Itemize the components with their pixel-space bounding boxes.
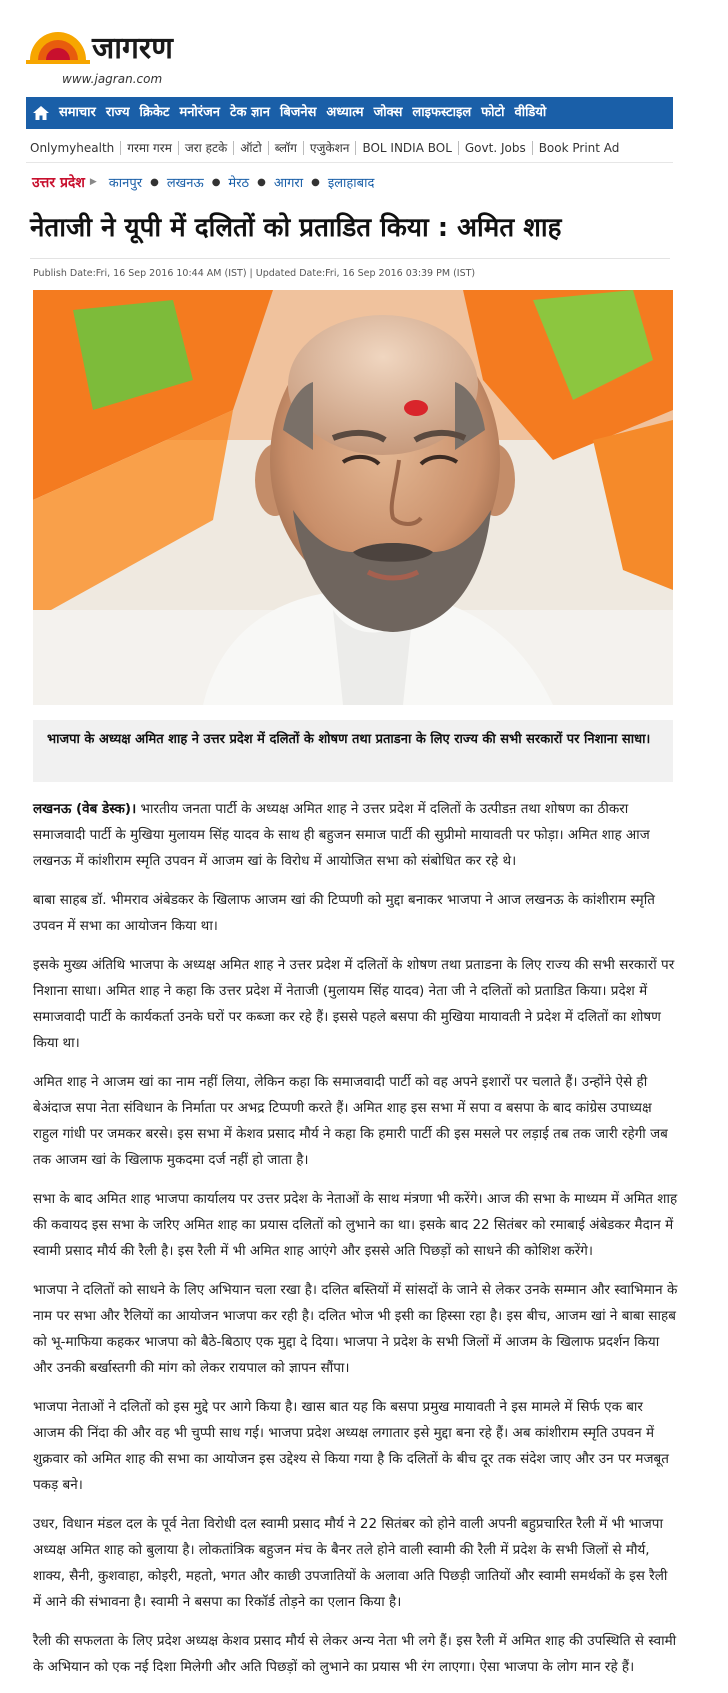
- site-url[interactable]: www.jagran.com: [62, 72, 163, 86]
- nav-item-lifestyle[interactable]: लाइफस्टाइल: [412, 105, 472, 120]
- article-paragraph: रैली की सफलता के लिए प्रदेश अध्यक्ष केशव प्रसाद मौर्य से लेकर अन्य नेता भी लगे हैं। इस रैली में अमित शाह की उपस्थिति से स्वामी के अभियान को एक नई दिशा मिलेगी और अति पिछड़ों को लुभाने का प्रयास भी रंग लाएगा। ऐसा भाजपा के लोग मान रहे हैं।: [33, 1633, 677, 1675]
- article-paragraph: भाजपा नेताओं ने दलितों को इस मुद्दे पर आगे किया है। खास बात यह कि बसपा प्रमुख मायावती ने इस मामले में सिर्फ एक बार आजम की निंदा की और वह भी चुप्पी साध गई। भाजपा प्रदेश अध्यक्ष लगातार इसे मुद्दा बना रहे हैं। अब कांशीराम स्मृति उपवन में शुक्रवार को अमित शाह की सभा का आयोजन इस उद्देश्य से किया गया है कि दलितों के बीच दूर तक संदेश जाए और उन पर मजबूत पकड़ बने।: [33, 1399, 669, 1493]
- lead-dateline: लखनऊ (वेब डेस्क)।: [33, 801, 137, 817]
- article-photo: [33, 290, 673, 705]
- nav-item-rajya[interactable]: राज्य: [105, 105, 130, 120]
- caret-right-icon: ▶: [89, 177, 97, 187]
- photo-caption: भाजपा के अध्यक्ष अमित शाह ने उत्तर प्रदेश में दलितों के शोषण तथा प्रताडना के लिए राज्य की सभी सरकारों पर निशाना साधा।: [33, 720, 673, 782]
- subnav-item-govt-jobs[interactable]: Govt. Jobs: [459, 141, 533, 155]
- article-headline: नेताजी ने यूपी में दलितों को प्रताडित किया : अमित शाह: [30, 213, 562, 243]
- breadcrumb: [32, 172, 374, 192]
- nav-item-jokes[interactable]: जोक्स: [373, 105, 403, 120]
- nav-item-tech[interactable]: टेक ज्ञान: [229, 105, 270, 120]
- subnav-item-education[interactable]: एजुकेशन: [304, 141, 357, 155]
- secondary-navigation: [26, 134, 673, 163]
- breadcrumb-city-kanpur[interactable]: कानपुर: [108, 176, 143, 191]
- sun-logo-icon: [26, 28, 90, 64]
- nav-item-cricket[interactable]: क्रिकेट: [139, 105, 170, 120]
- portrait-photo-illustration: [33, 290, 673, 705]
- subnav-item-blog[interactable]: ब्लॉग: [269, 141, 304, 155]
- subnav-item-auto[interactable]: ऑटो: [234, 141, 268, 155]
- bullet-separator: ●: [150, 176, 159, 188]
- bullet-separator: ●: [311, 176, 320, 188]
- nav-item-samachar[interactable]: समाचार: [59, 105, 96, 120]
- subnav-item-jara-hatke[interactable]: जरा हटके: [179, 141, 234, 155]
- home-icon[interactable]: [28, 97, 54, 129]
- article-body: [33, 796, 678, 1693]
- nav-item-video[interactable]: वीडियो: [514, 105, 547, 120]
- article-paragraph-lead: [33, 796, 678, 874]
- breadcrumb-city-allahabad[interactable]: इलाहाबाद: [327, 176, 375, 191]
- publish-dateline: Publish Date:Fri, 16 Sep 2016 10:44 AM (IST) | Updated Date:Fri, 16 Sep 2016 03:39 PM (IST): [33, 268, 476, 279]
- breadcrumb-city-agra[interactable]: आगरा: [273, 176, 304, 191]
- site-logo[interactable]: [26, 22, 206, 70]
- main-navigation: [26, 97, 673, 129]
- article-paragraph: इसके मुख्य अंतिथि भाजपा के अध्यक्ष अमित शाह ने उत्तर प्रदेश में दलितों के शोषण तथा प्रताडना के लिए राज्य की सभी सरकारों पर निशाना साधा। अमित शाह ने कहा कि उत्तर प्रदेश में नेताजी (मुलायम सिंह यादव) नेता जी ने दलितों को प्रताडित किया। प्रदेश में समाजवादी पार्टी के कार्यकर्ता उनके घरों पर कब्जा कर रहे हैं। इससे पहले बसपा की मुखिया मायावती ने प्रदेश में दलितों का शोषण किया था।: [33, 957, 675, 1051]
- nav-item-manoranjan[interactable]: मनोरंजन: [179, 105, 220, 120]
- article-paragraph: उधर, विधान मंडल दल के पूर्व नेता विरोधी दल स्वामी प्रसाद मौर्य ने 22 सितंबर को होने वाली अपनी बहुप्रचारित रैली में भी भाजपा अध्यक्ष अमित शाह को बुलाया है। लोकतांत्रिक बहुजन मंच के बैनर तले होने वाली स्वामी की रैली में प्रदेश के सभी जिलों से मौर्य, शाक्य, सैनी, कुशवाहा, कोइरी, महतो, भगत और काछी उपजातियों के अलावा अति पिछड़ी जातियों और स्वामी समर्थकों के इस रैली में आने की संभावना है। स्वामी ने बसपा का रिकॉर्ड तोड़ने का एलान किया है।: [33, 1516, 668, 1610]
- subnav-item-garma-garam[interactable]: गरमा गरम: [121, 141, 179, 155]
- nav-item-photo[interactable]: फोटो: [481, 105, 505, 120]
- divider: [30, 258, 670, 259]
- article-paragraph: सभा के बाद अमित शाह भाजपा कार्यालय पर उत्तर प्रदेश के नेताओं के साथ मंत्रणा भी करेंगे। आज की सभा के माध्यम में अमित शाह की कवायद इस सभा के जरिए अमित शाह का प्रयास दलितों को लुभाने का था। इसके बाद 22 सितंबर को रमाबाई अंबेडकर मैदान में स्वामी प्रसाद मौर्य की रैली है। इस रैली में भी अमित शाह आएंगे और इससे अति पिछड़ों को साधने की कोशिश करेंगे।: [33, 1191, 678, 1259]
- article-paragraph: भाजपा ने दलितों को साधने के लिए अभियान चला रखा है। दलित बस्तियों में सांसदों के जाने से लेकर उनके सम्मान और स्वाभिमान के नाम पर सभा और रैलियों का आयोजन भाजपा कर रही है। दलित भोज भी इसी का हिस्सा रहा है। इस बीच, आजम खां ने बाबा साहब को भू-माफिया कहकर भाजपा को बैठे-बिठाए एक मुद्दा दे दिया। भाजपा ने प्रदेश के सभी जिलों में आजम के खिलाफ प्रदर्शन किया और उनकी बर्खास्तगी की मांग को लेकर रायपाल को ज्ञापन सौंपा।: [33, 1282, 678, 1376]
- breadcrumb-state[interactable]: उत्तर प्रदेश: [32, 174, 85, 191]
- logo-wordmark: जागरण: [92, 31, 173, 66]
- subnav-item-book-print-ad[interactable]: Book Print Ad: [538, 141, 620, 155]
- nav-item-adhyatm[interactable]: अध्यात्म: [326, 105, 364, 120]
- breadcrumb-city-meerut[interactable]: मेरठ: [228, 176, 250, 191]
- article-paragraph: अमित शाह ने आजम खां का नाम नहीं लिया, लेकिन कहा कि समाजवादी पार्टी को वह अपने इशारों पर चलाते हैं। उन्होंने ऐसे ही बेअंदाज सपा नेता संविधान के निर्माता पर अभद्र टिप्पणी करते हैं। अमित शाह इस सभा में सपा व बसपा के बाद कांग्रेस उपाध्यक्ष राहुल गांधी पर जमकर बरसे। इस सभा में केशव प्रसाद मौर्य ने कहा कि हमारी पार्टी की इस मसले पर लड़ाई तब तक जारी रहेगी जब तक आजम खां के खिलाफ मुकदमा दर्ज नहीं हो जाता है।: [33, 1074, 668, 1168]
- breadcrumb-city-lucknow[interactable]: लखनऊ: [166, 176, 204, 191]
- subnav-item-onlymyhealth[interactable]: Onlymyhealth: [26, 141, 121, 155]
- subnav-item-bol-india-bol[interactable]: BOL INDIA BOL: [356, 141, 458, 155]
- nav-item-business[interactable]: बिजनेस: [279, 105, 317, 120]
- lead-text: भारतीय जनता पार्टी के अध्यक्ष अमित शाह ने उत्तर प्रदेश में दलितों के उत्पीडऩ तथा शोषण का ठीकरा समाजवादी पार्टी के मुखिया मुलायम सिंह यादव के साथ ही बहुजन समाज पार्टी की सुप्रीमो मायावती पर फोड़ा। अमित शाह आज लखनऊ में कांशीराम स्मृति उपवन में आजम खां के विरोध में आयोजित सभा को संबोधित कर रहे थे।: [33, 801, 650, 869]
- bullet-separator: ●: [211, 176, 221, 188]
- bullet-separator: ●: [257, 176, 266, 188]
- article-paragraph: बाबा साहब डॉ. भीमराव अंबेडकर के खिलाफ आजम खां की टिप्पणी को मुद्दा बनाकर भाजपा ने आज लखनऊ के कांशीराम स्मृति उपवन में सभा का आयोजन किया था।: [33, 892, 655, 934]
